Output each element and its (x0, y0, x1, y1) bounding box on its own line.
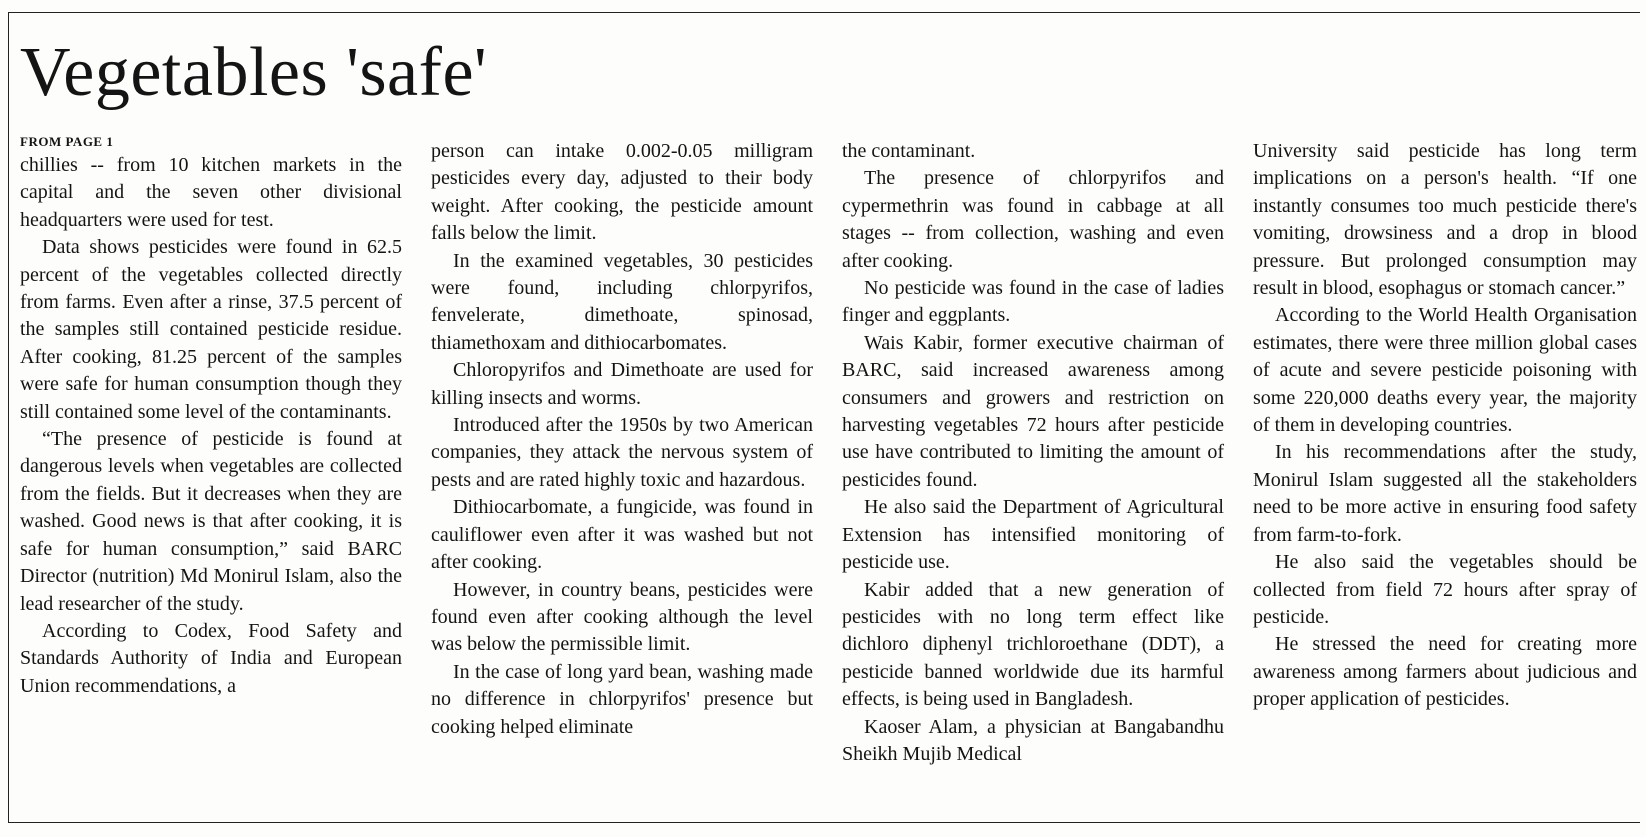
paragraph: He stressed the need for creating more awareness among farmers about judicious and proper application of pesticides. (1253, 633, 1637, 711)
paragraph: Chloropyrifos and Dimethoate are used for killing insects and worms. (431, 359, 813, 409)
paragraph: He also said the vegetables should be collected from field 72 hours after spray of pesticide. (1253, 551, 1637, 628)
column-4 (1253, 138, 1637, 714)
paragraph: Wais Kabir, former executive chairman of BARC, said increased awareness among consumers and growers and restriction on harvesting vegetables 72 hours after pesticide use have contributed to limiting the amount of pesticides found. (842, 331, 1224, 491)
paragraph: “The presence of pesticide is found at dangerous levels when vegetables are collected from the fields. But it decreases when they are washed. Good news is that after cooking, it is safe for human consumption,” said BARC Director (nutrition) Md Monirul Islam, also the lead researcher of the study. (20, 428, 402, 615)
paragraph: person can intake 0.002-0.05 milligram pesticides every day, adjusted to their body weight. After cooking, the pesticide amount falls below the limit. (431, 140, 813, 245)
paragraph: chillies -- from 10 kitchen markets in the capital and the seven other divisional headquarters were used for test. (20, 154, 402, 231)
kicker: FROM PAGE 1 (20, 134, 114, 149)
paragraph: Kabir added that a new generation of pesticides with no long term effect like dichloro diphenyl trichloroethane (DDT), a pesticide banned worldwide due its harmful effects, is being used in Bangladesh. (842, 578, 1224, 711)
paragraph: According to the World Health Organisation estimates, there were three million global cases of acute and severe pesticide poisoning with some 220,000 deaths every year, the majority of them in developing countries. (1253, 304, 1637, 437)
paragraph: The presence of chlorpyrifos and cypermethrin was found in cabbage at all stages -- from collection, washing and even after cooking. (842, 167, 1224, 272)
paragraph: the contaminant. (842, 140, 976, 162)
paragraph: Dithiocarbomate, a fungicide, was found in cauliflower even after it was washed but not after cooking. (431, 496, 813, 574)
headline: Vegetables 'safe' (20, 34, 488, 111)
top-rule (8, 12, 1640, 13)
paragraph: In the case of long yard bean, washing made no difference in chlorpyrifos' presence but cooking helped eliminate (431, 660, 813, 738)
paragraph: Data shows pesticides were found in 62.5 percent of the vegetables collected directly from farms. Even after a rinse, 37.5 percent of the samples still contained pesticide residue. After cooking, 81.25 percent of the samples were safe for human consumption though they still contained some level of the contaminants. (20, 236, 402, 423)
bottom-rule (8, 822, 1640, 823)
paragraph: According to Codex, Food Safety and Standards Authority of India and European Union recommendations, a (20, 619, 402, 697)
paragraph: In the examined vegetables, 30 pesticides were found, including chlorpyrifos, fenvelerate, dimethoate, spinosad, thiamethoxam and dithiocarbomates. (431, 249, 813, 354)
column-2 (431, 138, 813, 741)
paragraph: He also said the Department of Agricultural Extension has intensified monitoring of pesticide use. (842, 496, 1224, 574)
paragraph: In his recommendations after the study, Monirul Islam suggested all the stakeholders need to be more active in ensuring food safety from farm-to-fork. (1253, 441, 1637, 546)
column-3 (842, 138, 1224, 768)
paragraph: However, in country beans, pesticides were found even after cooking although the level was below the permissible limit. (431, 578, 813, 656)
paragraph: No pesticide was found in the case of ladies finger and eggplants. (842, 277, 1224, 327)
left-border (8, 12, 9, 822)
paragraph: Introduced after the 1950s by two American companies, they attack the nervous system of pests and are rated highly toxic and hazardous. (431, 414, 813, 491)
paragraph: University said pesticide has long term implications on a person's health. “If one instantly consumes too much pesticide there's vomiting, drowsiness and a drop in blood pressure. But prolonged consumption may result in blood, esophagus or stomach cancer.” (1253, 140, 1637, 300)
column-1 (20, 134, 402, 700)
paragraph: Kaoser Alam, a physician at Bangabandhu Sheikh Mujib Medical (842, 715, 1224, 765)
